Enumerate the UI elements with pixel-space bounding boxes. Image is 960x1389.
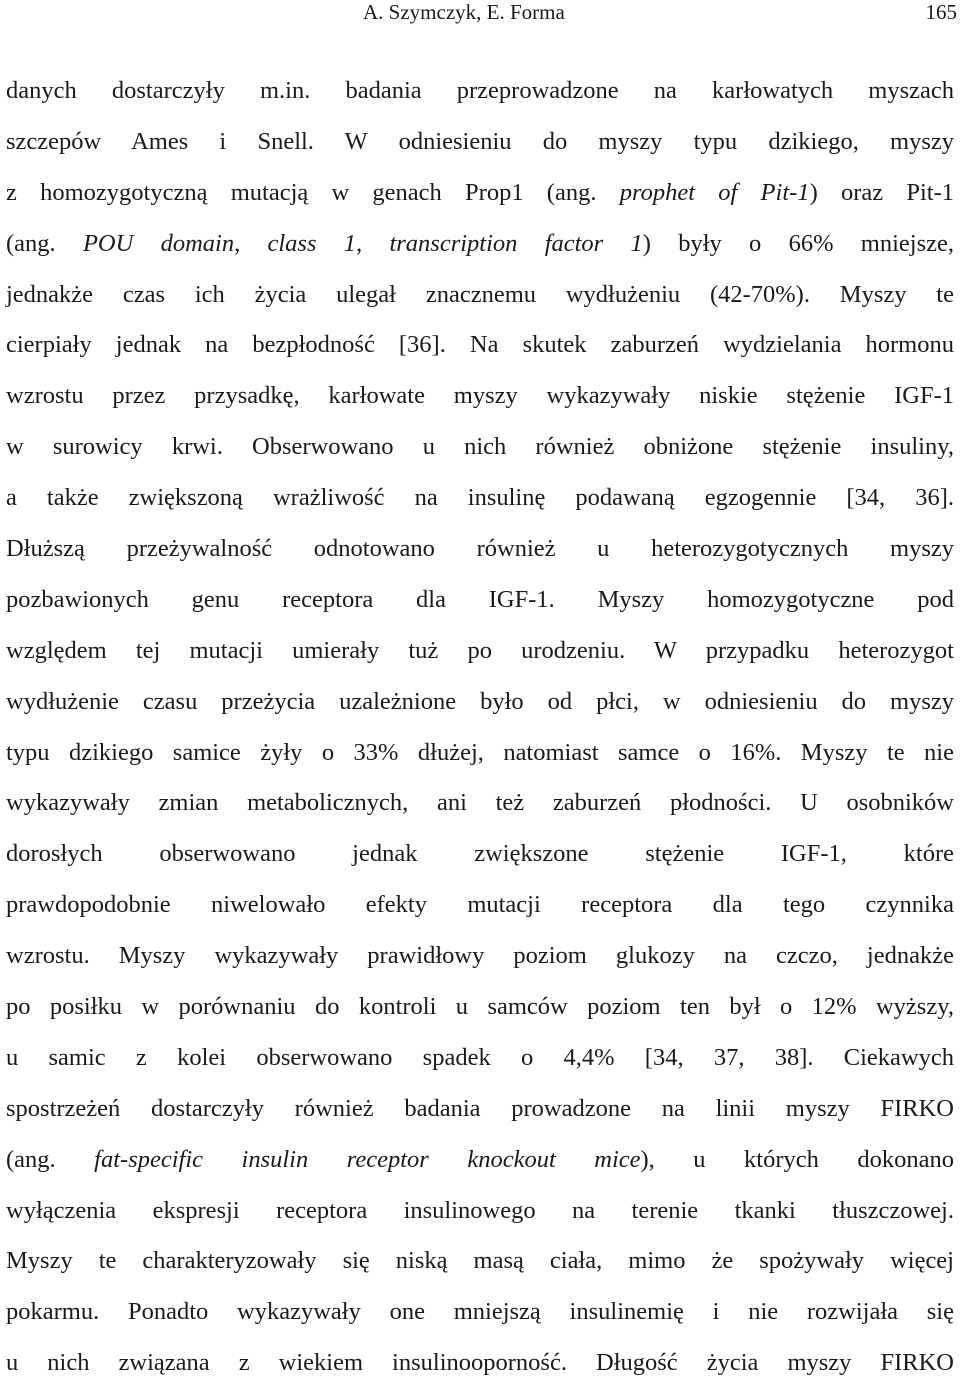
- text-line: a także zwiększoną wrażliwość na insulinę podawaną egzogennie [34, 36].: [6, 484, 954, 512]
- text-line: pozbawionych genu receptora dla IGF-1. Myszy homozygotyczne pod: [6, 585, 954, 613]
- text-line: u nich związana z wiekiem insulinooporność. Długość życia myszy FIRKO: [6, 1349, 954, 1377]
- text-line: wydłużenie czasu przeżycia uzależnione było od płci, w odniesieniu do myszy: [6, 687, 954, 715]
- text-line: szczepów Ames i Snell. W odniesieniu do myszy typu dzikiego, myszy: [6, 127, 954, 155]
- text-line: wykazywały zmian metabolicznych, ani też zaburzeń płodności. U osobników: [6, 789, 954, 817]
- text-line: spostrzeżeń dostarczyły również badania prowadzone na linii myszy FIRKO: [6, 1094, 954, 1122]
- text-line: wyłączenia ekspresji receptora insulinowego na terenie tkanki tłuszczowej.: [6, 1196, 954, 1224]
- text-line: Dłuższą przeżywalność odnotowano również u heterozygotycznych myszy: [6, 535, 954, 563]
- text-line: w surowicy krwi. Obserwowano u nich również obniżone stężenie insuliny,: [6, 433, 954, 461]
- text-line: prawdopodobnie niwelowało efekty mutacji receptora dla tego czynnika: [6, 891, 954, 919]
- text-line: po posiłku w porównaniu do kontroli u samców poziom ten był o 12% wyższy,: [6, 993, 954, 1021]
- italic-term: fat-specific insulin receptor knockout mice: [94, 1145, 641, 1173]
- text-line: typu dzikiego samice żyły o 33% dłużej, natomiast samce o 16%. Myszy te nie: [6, 738, 954, 766]
- text-line: względem tej mutacji umierały tuż po urodzeniu. W przypadku heterozygot: [6, 636, 954, 664]
- text-line: z homozygotyczną mutacją w genach Prop1 (ang. prophet of Pit-1) oraz Pit-1: [6, 178, 955, 206]
- body-paragraph: [6, 66, 954, 1389]
- italic-term: POU domain, class 1, transcription factor 1: [82, 229, 643, 257]
- text-line: (ang. fat-specific insulin receptor knockout mice), u których dokonano: [6, 1145, 954, 1173]
- running-head: [0, 0, 960, 30]
- page-number: 165: [925, 0, 957, 24]
- italic-term: prophet of Pit-1: [619, 178, 810, 206]
- text-line: cierpiały jednak na bezpłodność [36]. Na skutek zaburzeń wydzielania hormonu: [6, 331, 954, 359]
- text-line: danych dostarczyły m.in. badania przeprowadzone na karłowatych myszach: [6, 77, 954, 104]
- text-line: Myszy te charakteryzowały się niską masą ciała, mimo że spożywały więcej: [6, 1247, 954, 1275]
- text-line: wzrostu. Myszy wykazywały prawidłowy poziom glukozy na czczo, jednakże: [6, 942, 954, 970]
- text-line: jednakże czas ich życia ulegał znacznemu wydłużeniu (42-70%). Myszy te: [6, 280, 954, 308]
- text-line: dorosłych obserwowano jednak zwiększone stężenie IGF-1, które: [6, 840, 954, 868]
- text-line: pokarmu. Ponadto wykazywały one mniejszą insulinemię i nie rozwijała się: [6, 1298, 954, 1326]
- text-line: (ang. POU domain, class 1, transcription factor 1) były o 66% mniejsze,: [6, 229, 954, 257]
- text-line: u samic z kolei obserwowano spadek o 4,4% [34, 37, 38]. Ciekawych: [6, 1043, 954, 1071]
- text-line: wzrostu przez przysadkę, karłowate myszy wykazywały niskie stężenie IGF-1: [6, 382, 954, 410]
- running-head-authors: A. Szymczyk, E. Forma: [363, 0, 565, 24]
